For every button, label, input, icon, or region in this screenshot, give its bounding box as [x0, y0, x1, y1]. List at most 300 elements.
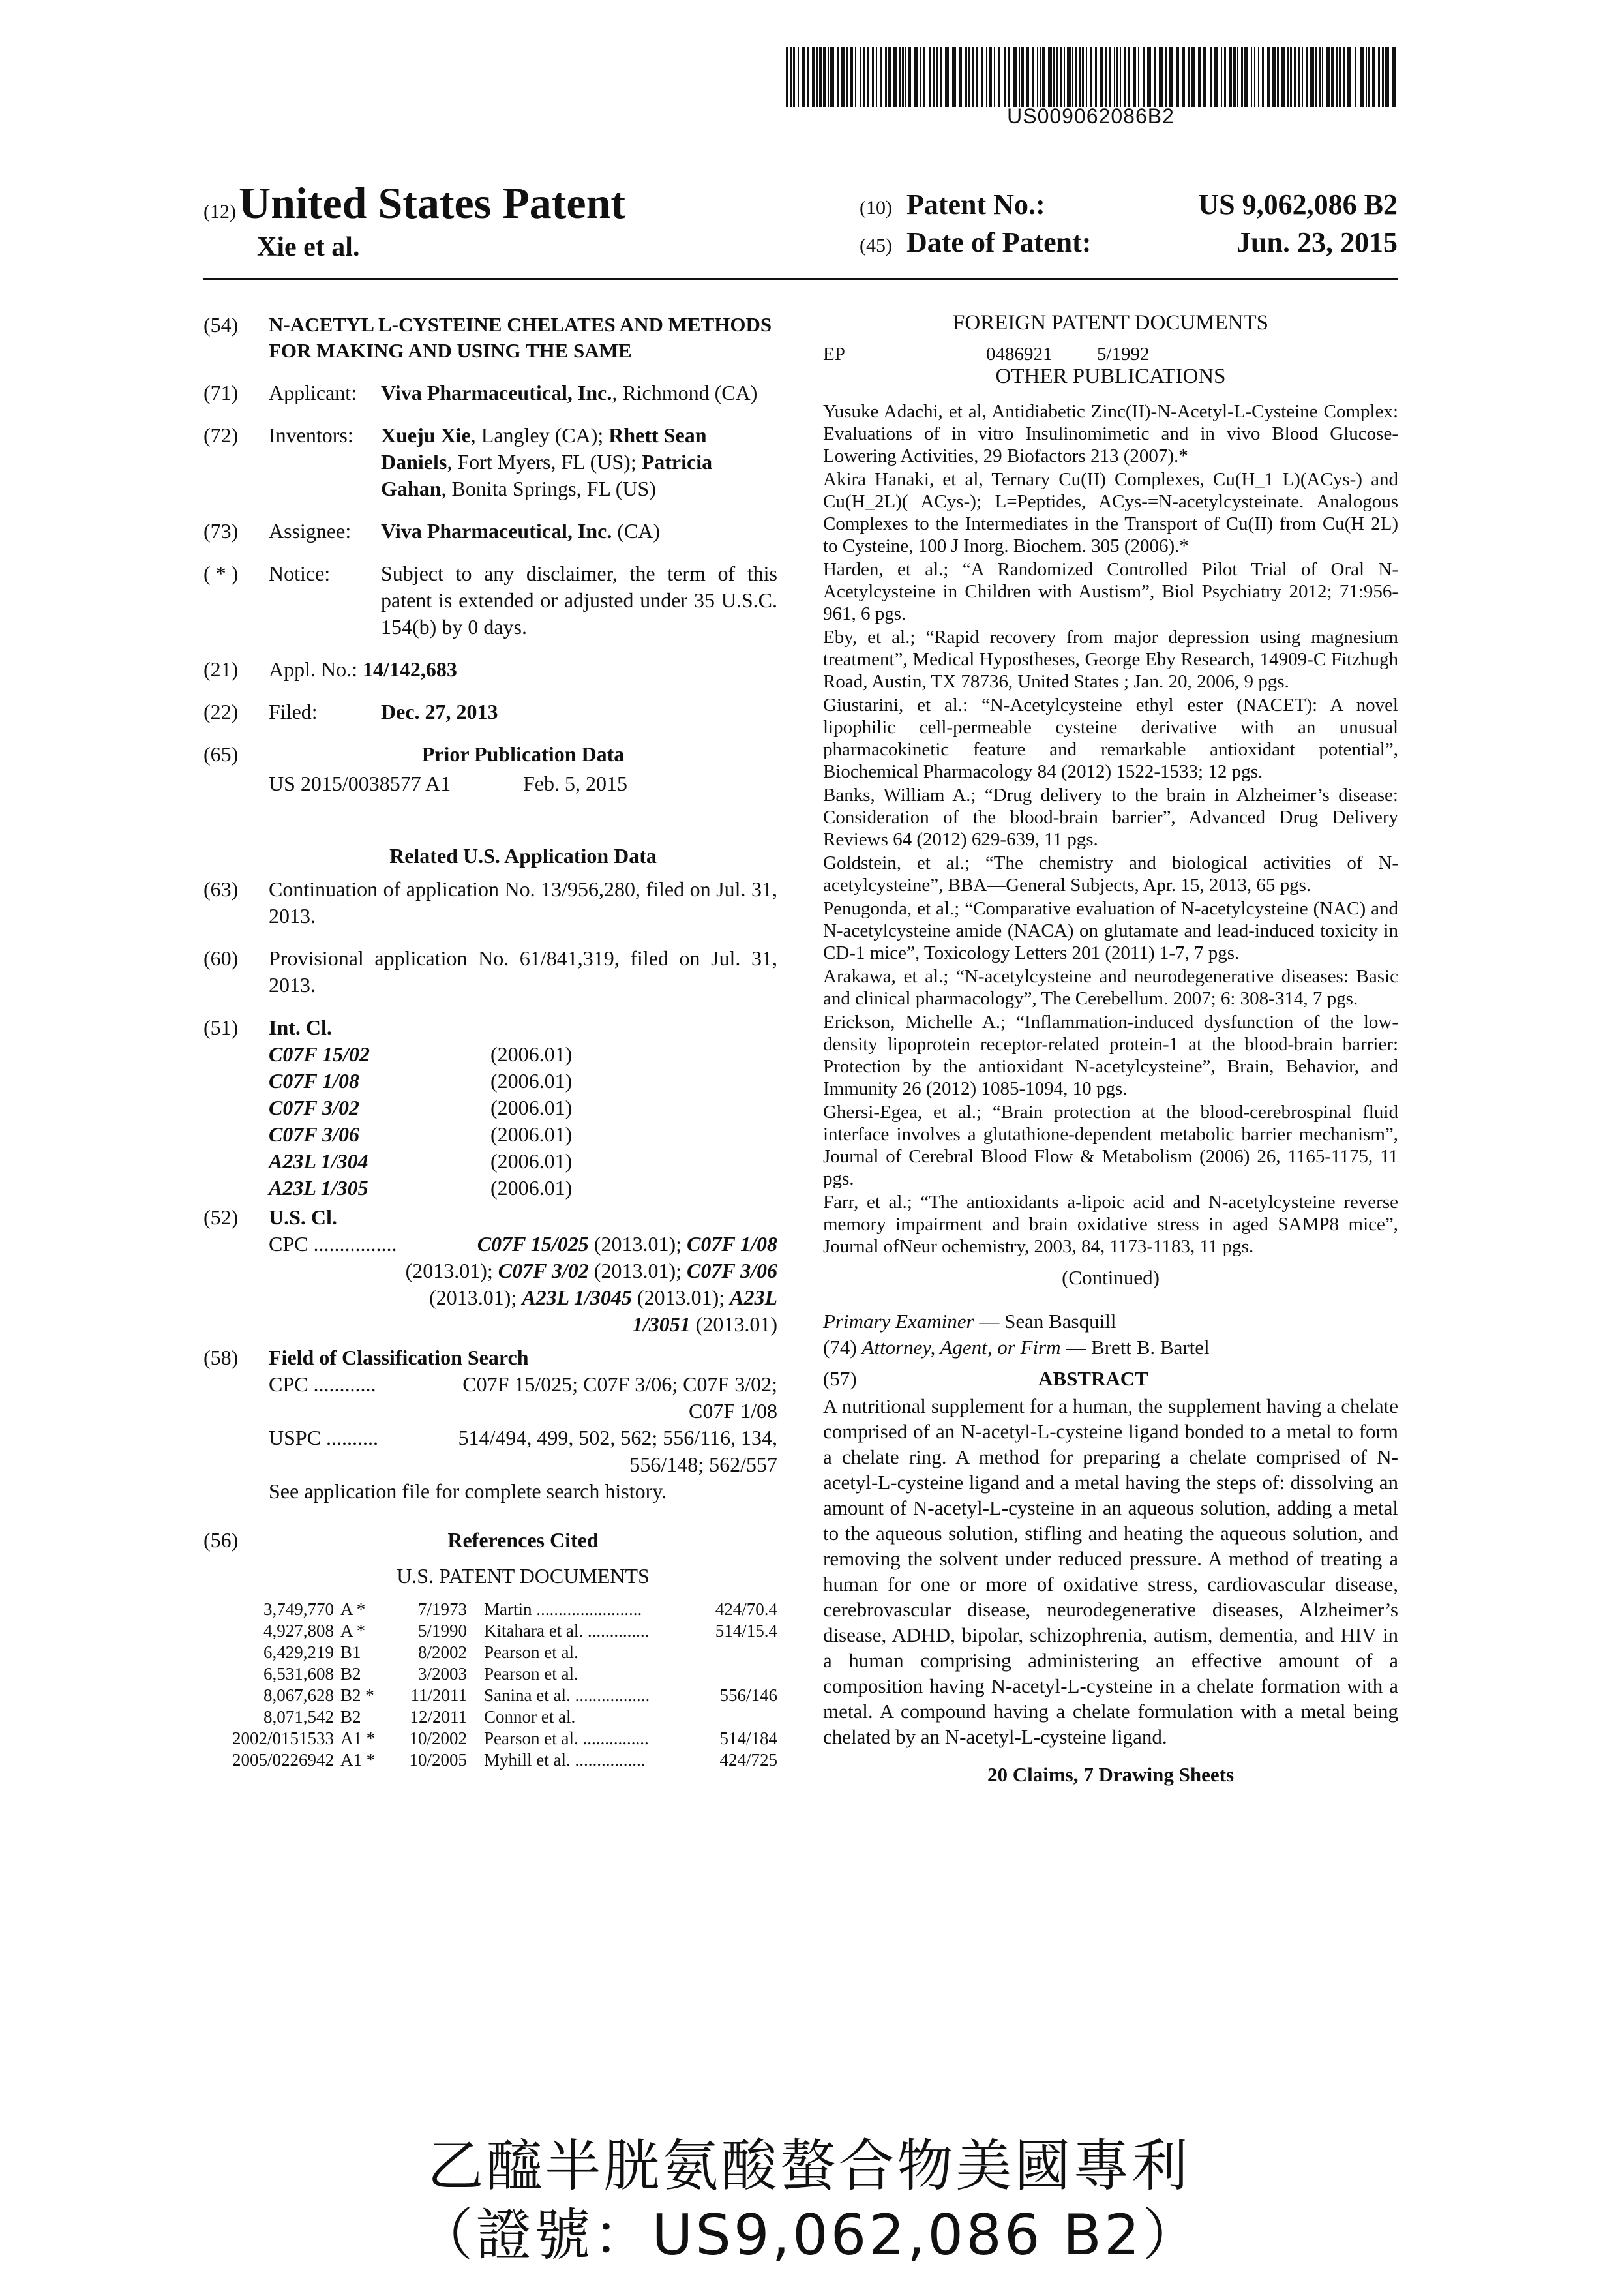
reference-kind: A1 *: [340, 1729, 376, 1748]
notice-label: Notice:: [269, 562, 331, 585]
barcode-bar: [994, 47, 995, 107]
continuation-text: Continuation of application No. 13/956,280, filed on Jul. 31, 2013.: [269, 877, 777, 928]
int-cl-class: A23L 1/305: [269, 1176, 368, 1200]
attorney-name: — Brett B. Bartel: [1060, 1336, 1210, 1359]
citation-item: Goldstein, et al.; “The chemistry and biological activities of N-acetylcysteine”, BBA—General Subjects, Apr. 15, 2013, 65 pgs.: [823, 853, 1398, 896]
field-assignee: [203, 518, 777, 545]
barcode-bar: [1004, 47, 1006, 107]
foreign-document-row: [823, 343, 1398, 365]
int-cl-version: (2006.01): [490, 1096, 573, 1119]
barcode-bar: [1133, 47, 1136, 107]
barcode-bar: [1095, 47, 1097, 107]
examiner-label: Primary Examiner: [823, 1310, 974, 1333]
reference-kind: B2: [340, 1707, 361, 1727]
barcode-bar: [885, 47, 887, 107]
citation-item: Erickson, Michelle A.; “Inflammation-induced dysfunction of the low-density lipoprotein receptor-related protein-1 at the blood-brain barrier: Protection by the antioxidant N-acetylcysteine”, Brain, Behavior, and Immunity 26 (2012) 1085-1094, 10 pgs.: [823, 1012, 1398, 1099]
barcode-bar: [1138, 47, 1139, 107]
prior-publication-number: US 2015/0038577 A1: [269, 772, 451, 795]
reference-class: 424/70.4: [715, 1599, 777, 1619]
foreign-date: 5/1992: [1097, 344, 1150, 365]
barcode-bar: [1082, 47, 1084, 107]
patent-number-label: Patent No.:: [906, 189, 1045, 220]
invention-title: N-ACETYL L-CYSTEINE CHELATES AND METHODS FOR MAKING AND USING THE SAME: [269, 313, 772, 362]
int-cl-row: [269, 1121, 777, 1148]
examiner-line: [823, 1308, 1398, 1335]
barcode-bar: [940, 47, 942, 107]
barcode-bar: [798, 47, 799, 107]
patent-title-heading: United States Patent: [238, 178, 626, 228]
reference-inventor: Sanina et al. .................: [484, 1685, 650, 1705]
examiner-name: — Sean Basquill: [974, 1310, 1116, 1333]
barcode-bar: [1229, 47, 1232, 107]
barcode-bar: [1040, 47, 1041, 107]
references-table: [203, 1599, 777, 1771]
reference-row: [203, 1706, 777, 1728]
barcode-number: US009062086B2: [1007, 104, 1175, 128]
search-uspc-text: 514/494, 499, 502, 562; 556/116, 134,: [458, 1426, 777, 1449]
field-applicant: [203, 380, 777, 406]
barcode-bar: [986, 47, 987, 107]
barcode-bar: [1100, 47, 1103, 107]
continued-note: (Continued): [1062, 1266, 1160, 1289]
barcode-bar: [1182, 47, 1185, 107]
reference-class: [686, 1706, 777, 1728]
barcode-bar: [1105, 47, 1107, 107]
reference-number: 8,067,628: [263, 1685, 334, 1705]
search-uspc-label: USPC ..........: [269, 1426, 379, 1449]
reference-number: 2005/0226942: [232, 1750, 334, 1770]
abstract-heading-row: [823, 1365, 1398, 1393]
field-code: ( * ): [203, 562, 239, 585]
barcode-bar: [1355, 47, 1356, 107]
barcode-bar: [989, 47, 992, 107]
barcode-bar: [1372, 47, 1375, 107]
cpc-class: C07F 1/08: [687, 1232, 777, 1256]
barcode-bar: [920, 47, 921, 107]
reference-row: [203, 1728, 777, 1749]
other-publications-heading: OTHER PUBLICATIONS: [995, 365, 1226, 388]
barcode-bar: [1221, 47, 1222, 107]
barcode-bar: [786, 47, 788, 107]
barcode-bar: [880, 47, 882, 107]
cpc-class: A23L: [730, 1286, 777, 1309]
cpc-class: A23L 1/3045: [522, 1286, 632, 1309]
us-cl-text: [269, 1231, 777, 1338]
right-column: [823, 312, 1398, 1786]
reference-class: 424/725: [719, 1750, 777, 1770]
barcode-bar: [1109, 47, 1111, 107]
barcode-bar: [1378, 47, 1380, 107]
int-cl-version: (2006.01): [490, 1176, 573, 1200]
reference-inventor: Myhill et al. ................: [484, 1750, 646, 1770]
cpc-version: (2013.01);: [588, 1259, 687, 1282]
header-code-10: (10): [860, 197, 892, 219]
barcode-bar: [1203, 47, 1206, 107]
barcode-bar: [828, 47, 829, 107]
reference-number: 3,749,770: [263, 1599, 334, 1619]
barcode-bar: [1128, 47, 1130, 107]
barcode-bar: [1347, 47, 1351, 107]
header-code-12: (12): [203, 201, 236, 222]
search-cpc-text: C07F 15/025; C07F 3/06; C07F 3/02;: [462, 1372, 777, 1396]
barcode-bar: [867, 47, 869, 107]
barcode-bar: [1290, 47, 1292, 107]
field-code: (60): [203, 946, 239, 970]
barcode-bar: [812, 47, 815, 107]
barcode-bar: [905, 47, 906, 107]
barcode-bar: [976, 47, 978, 107]
reference-inventor: Pearson et al. ...............: [484, 1729, 649, 1748]
int-cl-class: A23L 1/304: [269, 1149, 368, 1173]
barcode-bar: [1366, 47, 1367, 107]
barcode-bar: [1244, 47, 1248, 107]
reference-date: 5/1990: [417, 1621, 467, 1640]
barcode-bar: [1048, 47, 1052, 107]
field-us-cl: [203, 1204, 777, 1338]
header-code-45: (45): [860, 235, 892, 256]
barcode-bar: [1032, 47, 1034, 107]
reference-date: 12/2011: [410, 1707, 467, 1727]
barcode-bar: [1165, 47, 1167, 107]
barcode-bar: [1053, 47, 1055, 107]
search-cpc-text: C07F 1/08: [688, 1399, 777, 1423]
barcode-bar: [1392, 47, 1396, 107]
barcode-bar: [1198, 47, 1201, 107]
reference-inventor: Connor et al.: [484, 1707, 576, 1727]
reference-row: [203, 1642, 777, 1663]
search-uspc-text: 556/148; 562/557: [629, 1453, 777, 1476]
barcode-bar: [830, 47, 834, 107]
reference-number: 8,071,542: [263, 1707, 334, 1727]
barcode-bar: [1056, 47, 1058, 107]
patent-header-left: [203, 177, 625, 263]
claims-summary: 20 Claims, 7 Drawing Sheets: [987, 1763, 1235, 1786]
barcode-bar: [1147, 47, 1151, 107]
field-inventors: [203, 422, 777, 502]
barcode-bar: [1262, 47, 1264, 107]
inventor-location: , Fort Myers, FL (US);: [447, 450, 642, 474]
int-cl-class: C07F 15/02: [269, 1042, 370, 1066]
field-code: (52): [203, 1205, 239, 1229]
barcode-bar: [1281, 47, 1285, 107]
provisional-text: Provisional application No. 61/841,319, filed on Jul. 31, 2013.: [269, 946, 777, 997]
field-int-cl: [203, 1014, 777, 1201]
barcode-bar: [908, 47, 911, 107]
us-cl-cpc-label: CPC ................: [269, 1232, 397, 1256]
barcode-bar: [860, 47, 861, 107]
reference-row: [203, 1620, 777, 1642]
abstract-heading: ABSTRACT: [1038, 1367, 1148, 1390]
barcode-bar: [899, 47, 901, 107]
barcode-bar: [965, 47, 967, 107]
inventor-name: Patricia Gahan: [381, 450, 713, 500]
int-cl-version: (2006.01): [490, 1149, 573, 1173]
barcode-bar: [1298, 47, 1300, 107]
foreign-number: 0486921: [986, 344, 1053, 365]
barcode-bar: [1064, 47, 1065, 107]
cpc-class: C07F 3/06: [687, 1259, 777, 1282]
barcode-bar: [929, 47, 931, 107]
reference-inventor: Martin ........................: [484, 1599, 642, 1619]
barcode-bar: [1067, 47, 1071, 107]
citation-item: Banks, William A.; “Drug delivery to the brain in Alzheimer’s disease: Consideration of the blood-brain barrier”, Advanced Drug Delivery Reviews 64 (2012) 629-639, 11 pgs.: [823, 785, 1398, 850]
barcode-bar: [872, 47, 874, 107]
barcode-bar: [1277, 47, 1279, 107]
barcode-bar: [816, 47, 818, 107]
inventor-location: , Bonita Springs, FL (US): [441, 477, 656, 500]
patent-authors: Xie et al.: [257, 232, 360, 262]
barcode-bar: [1254, 47, 1255, 107]
applicant-name: Viva Pharmaceutical, Inc.: [381, 381, 612, 404]
int-cl-version: (2006.01): [490, 1123, 573, 1146]
attorney-line: [823, 1335, 1398, 1361]
barcode-bar: [1075, 47, 1077, 107]
citation-item: Penugonda, et al.; “Comparative evaluation of N-acetylcysteine (NAC) and N-acetylcysteine amide (NACA) on glutamate and lead-induced toxicity in CD-1 mice”, Toxicology Letters 201 (2011) 1-7, 7 pgs.: [823, 898, 1398, 963]
search-history-note: See application file for complete search history.: [269, 1479, 667, 1503]
patent-date-row: [860, 226, 1398, 264]
cpc-version: (2013.01);: [429, 1286, 522, 1309]
references-heading: References Cited: [447, 1528, 599, 1552]
barcode-bar: [1026, 47, 1029, 107]
reference-kind: A1 *: [340, 1750, 376, 1770]
barcode-image: [786, 47, 1396, 107]
barcode-bar: [1302, 47, 1303, 107]
inventor-name: Xueju Xie: [381, 423, 471, 447]
barcode-bar: [1154, 47, 1156, 107]
barcode-bar: [1385, 47, 1389, 107]
us-cl-heading: U.S. Cl.: [269, 1205, 337, 1229]
int-cl-version: (2006.01): [490, 1042, 573, 1066]
barcode-bar: [1086, 47, 1087, 107]
attorney-label: Attorney, Agent, or Firm: [861, 1336, 1061, 1359]
barcode-bar: [1191, 47, 1195, 107]
applicant-location: , Richmond (CA): [612, 381, 758, 404]
int-cl-class: C07F 1/08: [269, 1069, 359, 1093]
barcode-bar: [1116, 47, 1118, 107]
barcode-bar: [952, 47, 956, 107]
barcode-bar: [1019, 47, 1020, 107]
reference-row: [203, 1749, 777, 1771]
barcode-bar: [1124, 47, 1126, 107]
reference-date: 7/1973: [417, 1599, 467, 1619]
field-code: (21): [203, 657, 239, 681]
reference-class: 556/146: [719, 1685, 777, 1705]
barcode-bar: [998, 47, 1000, 107]
field-prior-publication: [203, 741, 777, 797]
barcode-bar: [846, 47, 848, 107]
barcode-bar: [1042, 47, 1045, 107]
barcode-bar: [1237, 47, 1238, 107]
reference-date: 8/2002: [417, 1642, 467, 1662]
appl-no-value: 14/142,683: [363, 657, 457, 681]
field-notice: [203, 560, 777, 641]
barcode-bar: [923, 47, 925, 107]
barcode-bar: [968, 47, 970, 107]
reference-date: 10/2002: [409, 1729, 467, 1748]
field-code: (65): [203, 742, 239, 766]
field-filed: [203, 699, 777, 725]
assignee-location: (CA): [612, 519, 661, 543]
reference-date: 10/2005: [409, 1750, 467, 1770]
field-code: (56): [203, 1528, 239, 1552]
barcode-bar: [914, 47, 918, 107]
notice-text: Subject to any disclaimer, the term of this patent is extended or adjusted under 35 U.S.C. 154(b) by 0 days.: [381, 562, 777, 639]
barcode-bar: [1008, 47, 1010, 107]
reference-class: [686, 1642, 777, 1663]
reference-inventor: Kitahara et al. ..............: [484, 1621, 650, 1640]
foreign-office: EP: [823, 344, 845, 365]
field-provisional: [203, 945, 777, 999]
citation-item: Farr, et al.; “The antioxidants a-lipoic acid and N-acetylcysteine reverse memory impairment and brain oxidative stress in aged SAMP8 mice”, Journal ofNeur ochemistry, 2003, 84, 1173-1183, 11 pgs.: [823, 1192, 1398, 1257]
reference-inventor: Pearson et al.: [484, 1642, 578, 1662]
cpc-class: 1/3051: [632, 1312, 691, 1336]
inventor-name: Rhett Sean Daniels: [381, 423, 707, 474]
barcode-bar: [802, 47, 805, 107]
barcode-bar: [1090, 47, 1092, 107]
barcode-bar: [807, 47, 809, 107]
citation-item: Yusuke Adachi, et al, Antidiabetic Zinc(II)-N-Acetyl-L-Cysteine Complex: Evaluations of in vitro Insulinomimetic and in vivo Blood Glucose-Lowering Activities, 29 Biofactors 213 (2007).*: [823, 401, 1398, 466]
barcode-bar: [1037, 47, 1038, 107]
cpc-version: (2013.01): [690, 1312, 777, 1336]
prior-publication-heading: Prior Publication Data: [421, 742, 625, 766]
search-cpc-label: CPC ............: [269, 1372, 376, 1396]
barcode-bar: [1114, 47, 1115, 107]
barcode-bar: [855, 47, 856, 107]
foreign-documents-heading: FOREIGN PATENT DOCUMENTS: [952, 311, 1269, 335]
barcode-bar: [1315, 47, 1317, 107]
field-continuation: [203, 876, 777, 929]
barcode-bar: [1210, 47, 1212, 107]
barcode-bar: [1306, 47, 1308, 107]
patent-number-value: US 9,062,086 B2: [1198, 189, 1398, 220]
barcode-bar: [1251, 47, 1252, 107]
int-cl-heading: Int. Cl.: [269, 1016, 332, 1039]
classification-search-heading: Field of Classification Search: [269, 1346, 529, 1369]
barcode-bar: [888, 47, 891, 107]
barcode-bar: [1294, 47, 1296, 107]
barcode-bar: [1224, 47, 1226, 107]
filed-label: Filed:: [269, 700, 318, 723]
field-code: (71): [203, 381, 239, 404]
barcode-bar: [1120, 47, 1121, 107]
patent-number-row: [860, 188, 1398, 226]
cpc-version: (2013.01);: [405, 1259, 498, 1282]
reference-row: [203, 1685, 777, 1706]
reference-kind: A *: [340, 1621, 366, 1640]
int-cl-row: [269, 1095, 777, 1121]
inventor-location: , Langley (CA);: [470, 423, 609, 447]
barcode-bar: [819, 47, 822, 107]
int-cl-row: [269, 1148, 777, 1175]
barcode-bar: [1241, 47, 1243, 107]
barcode-bar: [1013, 47, 1017, 107]
barcode-bar: [1176, 47, 1179, 107]
field-code: (74): [823, 1336, 857, 1359]
barcode-bar: [1310, 47, 1314, 107]
chinese-caption: [0, 2132, 1618, 2270]
barcode-bar: [1188, 47, 1190, 107]
barcode-bar: [793, 47, 795, 107]
citation-item: Harden, et al.; “A Randomized Controlled Pilot Trial of Oral N-Acetylcysteine in Children with Austism”, Biol Psychiatry 2012; 71:956-961, 6 pgs.: [823, 559, 1398, 624]
applicant-label: Applicant:: [269, 381, 357, 404]
assignee-label: Assignee:: [269, 519, 352, 543]
us-patent-documents-heading: U.S. PATENT DOCUMENTS: [397, 1564, 650, 1588]
field-code: (22): [203, 700, 239, 723]
reference-kind: B2 *: [340, 1685, 374, 1705]
patent-date-value: Jun. 23, 2015: [1236, 226, 1398, 258]
int-cl-row: [269, 1041, 777, 1068]
reference-class: 514/184: [719, 1729, 777, 1748]
barcode-bar: [933, 47, 935, 107]
int-cl-row: [269, 1068, 777, 1095]
barcode-bar: [1322, 47, 1323, 107]
barcode-bar: [936, 47, 938, 107]
citation-item: Arakawa, et al.; “N-acetylcysteine and neurodegenerative diseases: Basic and clinical pharmacology”, The Cerebellum. 2007; 6: 308-314, 7 pgs.: [823, 966, 1398, 1009]
field-classification-search: [203, 1344, 777, 1505]
reference-class: 514/15.4: [715, 1621, 777, 1640]
reference-class: [686, 1663, 777, 1685]
barcode-bar: [1169, 47, 1173, 107]
cpc-version: (2013.01);: [588, 1232, 687, 1256]
field-code: (58): [203, 1346, 239, 1369]
patent-date-label: Date of Patent:: [906, 226, 1092, 258]
citation-item: Ghersi-Egea, et al.; “Brain protection at the blood-cerebrospinal fluid interface involves a glutathione-dependent metabolic barrier mechanism”, Journal of Cerebral Blood Flow & Metabolism (2006) 26, 1165-1175, 11 pgs.: [823, 1102, 1398, 1189]
barcode-bar: [1336, 47, 1338, 107]
barcode-bar: [1326, 47, 1330, 107]
reference-row: [203, 1599, 777, 1620]
barcode-bar: [902, 47, 904, 107]
barcode-bar: [1319, 47, 1321, 107]
prior-publication-date: Feb. 5, 2015: [523, 772, 627, 795]
barcode-bar: [841, 47, 845, 107]
barcode-bar: [1060, 47, 1062, 107]
int-cl-version: (2006.01): [490, 1069, 573, 1093]
reference-date: 11/2011: [410, 1685, 467, 1705]
cpc-version: (2013.01);: [631, 1286, 730, 1309]
reference-kind: B2: [340, 1664, 361, 1684]
chinese-caption-line2: （證號：US9,062,086 B2）: [417, 2203, 1201, 2268]
field-code: (51): [203, 1016, 239, 1039]
citation-item: Akira Hanaki, et al, Ternary Cu(II) Complexes, Cu(H_1 L)(ACys-) and Cu(H_2L)( ACys-); L=Peptides, ACys-=N-acetylcysteinate. Analogous Complexes to the Intermediates in the Transport of Cu(II) from Cu(H 2L) to Cysteine, 100 J Inorg. Biochem. 305 (2006).*: [823, 469, 1398, 556]
barcode-bar: [893, 47, 897, 107]
citation-item: Eby, et al.; “Rapid recovery from major depression using magnesium treatment”, Medical Hypostheses, George Eby Research, 14909-C Fitzhugh Road, Austin, TX 78736, United States ; Jan. 20, 2006, 9 pgs.: [823, 627, 1398, 692]
barcode-bar: [1382, 47, 1384, 107]
barcode-bar: [1214, 47, 1218, 107]
reference-number: 4,927,808: [263, 1621, 334, 1640]
barcode-bar: [790, 47, 792, 107]
field-code: (63): [203, 877, 239, 901]
barcode-bar: [863, 47, 865, 107]
reference-number: 6,531,608: [263, 1664, 334, 1684]
barcode-bar: [1360, 47, 1364, 107]
barcode-bar: [1233, 47, 1236, 107]
related-data-heading: Related U.S. Application Data: [389, 844, 657, 868]
int-cl-class: C07F 3/06: [269, 1123, 359, 1146]
field-code: (54): [203, 313, 239, 337]
barcode-bar: [876, 47, 877, 107]
barcode-bar: [1267, 47, 1270, 107]
patent-header-right: [860, 188, 1398, 264]
int-cl-list: [269, 1041, 777, 1201]
appl-no-label: Appl. No.:: [269, 657, 357, 681]
reference-kind: B1: [340, 1642, 361, 1662]
barcode-bar: [981, 47, 983, 107]
barcode-bar: [1079, 47, 1081, 107]
barcode-bar: [1368, 47, 1370, 107]
field-title: [203, 312, 777, 364]
citation-item: Giustarini, et al.: “N-Acetylcysteine ethyl ester (NACET): A novel lipophilic cell-permeable cysteine derivative with an unusual pharmacokinetic feature and remarkable antioxidant potential”, Biochemical Pharmacology 84 (2012) 1522-1533; 12 pgs.: [823, 695, 1398, 782]
barcode-bar: [1272, 47, 1276, 107]
